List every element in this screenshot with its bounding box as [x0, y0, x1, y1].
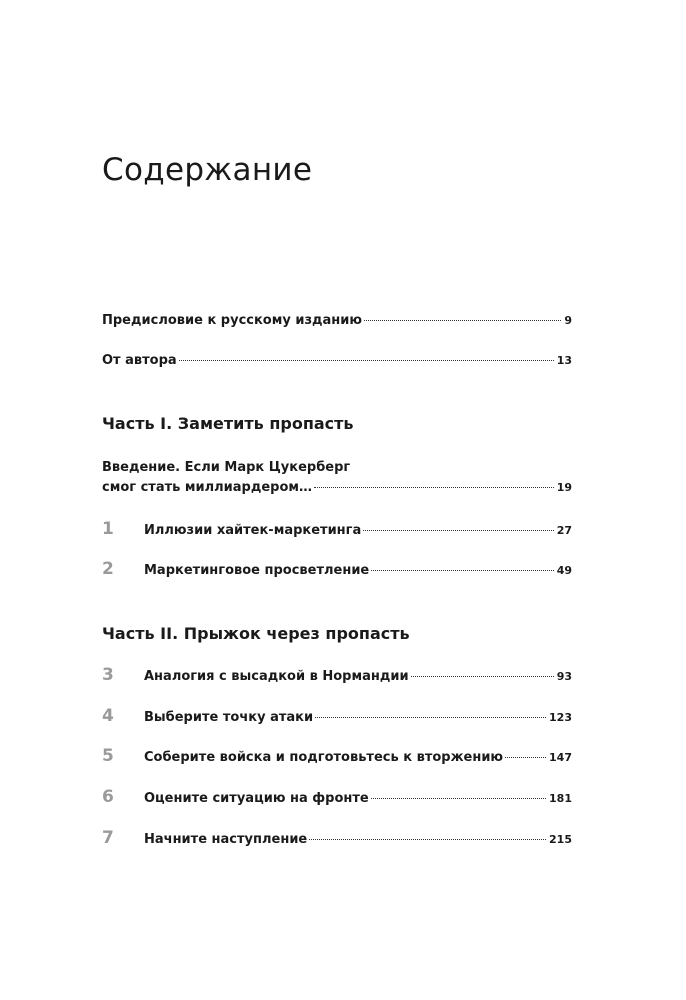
toc-entry-title: Оцените ситуацию на фронте: [144, 791, 369, 806]
toc-page-number: 147: [549, 751, 572, 764]
toc-page-number: 27: [556, 524, 572, 537]
toc-entry-chapter-5[interactable]: [102, 746, 572, 768]
toc-entry-title: Предисловие к русскому изданию: [102, 313, 363, 328]
dot-leader: [371, 798, 546, 799]
chapter-number: 1: [102, 519, 114, 539]
toc-entry-author[interactable]: [102, 351, 572, 371]
toc-entry-title: От автора: [102, 353, 177, 368]
toc-entry-chapter-3[interactable]: [102, 665, 572, 687]
toc-entry-title: Иллюзии хайтек-маркетинга: [144, 523, 362, 538]
chapter-number: 5: [102, 746, 114, 766]
part-heading: Часть I. Заметить пропасть: [102, 414, 354, 433]
toc-page-number: 215: [549, 833, 572, 846]
dot-leader: [505, 757, 546, 758]
toc-entry-title: Аналогия с высадкой в Нормандии: [144, 669, 409, 684]
toc-page-number: 123: [549, 711, 572, 724]
toc-entry-title-line1: Введение. Если Марк Цукерберг: [102, 460, 351, 475]
toc-entry-title-line2: смог стать миллиардером…: [102, 480, 313, 495]
dot-leader: [363, 530, 553, 531]
dot-leader: [314, 487, 554, 488]
chapter-number: 2: [102, 559, 114, 579]
dot-leader: [364, 320, 561, 321]
toc-page-number: 93: [556, 670, 572, 683]
toc-entry-title: Начните наступление: [144, 832, 308, 847]
dot-leader: [179, 360, 554, 361]
toc-entry-title: Соберите войска и подготовьтесь к вторжению: [144, 750, 504, 765]
part-heading: Часть II. Прыжок через пропасть: [102, 624, 410, 643]
toc-entry-title: Выберите точку атаки: [144, 710, 314, 725]
toc-entry-chapter-6[interactable]: [102, 787, 572, 809]
dot-leader: [371, 570, 553, 571]
toc-entry-chapter-7[interactable]: [102, 828, 572, 850]
chapter-number: 6: [102, 787, 114, 807]
toc-entry-chapter-4[interactable]: [102, 706, 572, 728]
page-title: Содержание: [102, 152, 313, 188]
toc-page-number: 9: [564, 314, 572, 327]
chapter-number: 7: [102, 828, 114, 848]
dot-leader: [309, 839, 546, 840]
toc-entry-introduction[interactable]: [102, 458, 572, 498]
chapter-number: 4: [102, 706, 114, 726]
toc-page-number: 181: [549, 792, 572, 805]
toc-page-number: 49: [556, 564, 572, 577]
toc-entry-title: Маркетинговое просветление: [144, 563, 370, 578]
toc-page-number: 19: [556, 481, 572, 494]
chapter-number: 3: [102, 665, 114, 685]
dot-leader: [315, 717, 546, 718]
toc-entry-preface[interactable]: [102, 311, 572, 331]
toc-entry-chapter-2[interactable]: [102, 559, 572, 581]
dot-leader: [411, 676, 554, 677]
toc-page-number: 13: [556, 354, 572, 367]
toc-entry-chapter-1[interactable]: [102, 519, 572, 541]
